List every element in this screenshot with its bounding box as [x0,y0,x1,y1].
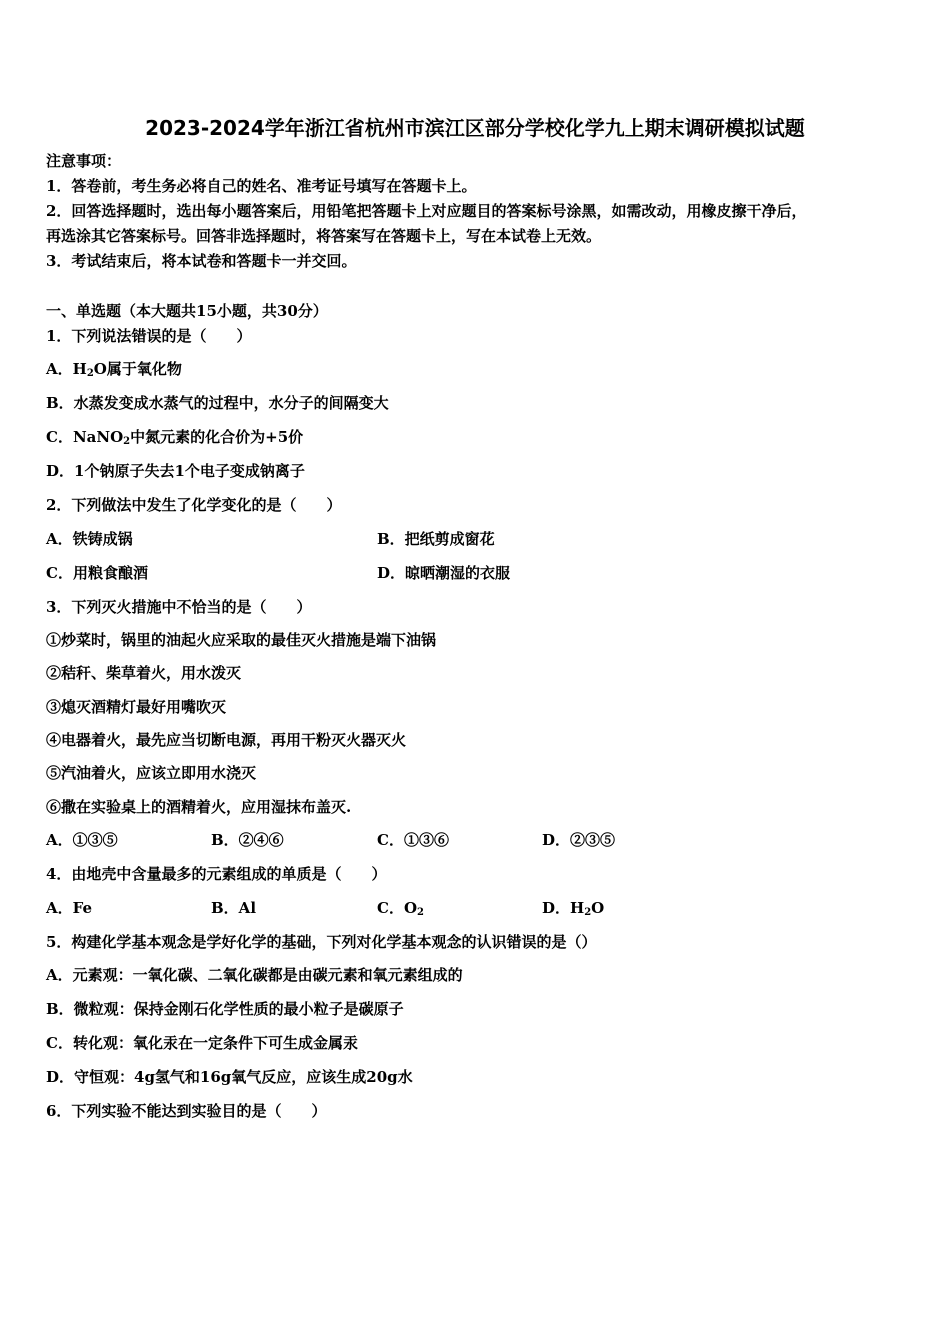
question-3-statement-3: ③熄灭酒精灯最好用嘴吹灭 [46,698,227,716]
question-5-stem: 5．构建化学基本观念是学好化学的基础，下列对化学基本观念的认识错误的是（） [46,933,597,951]
question-6-stem: 6．下列实验不能达到实验目的是（ ） [46,1102,327,1120]
question-3-option-a: A．①③⑤ [46,831,118,849]
exam-title: 2023-2024学年浙江省杭州市滨江区部分学校化学九上期末调研模拟试题 [145,116,805,140]
question-2-stem: 2．下列做法中发生了化学变化的是（ ） [46,496,342,514]
question-3-statement-5: ⑤汽油着火，应该立即用水浇灭 [46,764,257,782]
question-3-option-c: C．①③⑥ [377,831,449,849]
question-5-option-b: B．微粒观：保持金刚石化学性质的最小粒子是碳原子 [46,1000,404,1018]
notice-item-2-cont: 再选涂其它答案标号。回答非选择题时，将答案写在答题卡上，写在本试卷上无效。 [46,227,602,245]
question-3-statement-2: ②秸秆、柴草着火，用水泼灭 [46,664,242,682]
question-1-option-d: D．1个钠原子失去1个电子变成钠离子 [46,462,305,480]
question-1-option-a: A．$H_2O$属于氧化物 [46,360,182,379]
question-4-option-b: B．Al [211,899,257,917]
question-4-stem: 4．由地壳中含量最多的元素组成的单质是（ ） [46,865,387,883]
question-1-stem: 1．下列说法错误的是（ ） [46,327,252,345]
notice-item-2: 2．回答选择题时，选出每小题答案后，用铅笔把答题卡上对应题目的答案标号涂黑，如需改动，用橡皮擦干净后， [46,202,807,220]
section-heading: 一、单选题（本大题共15小题，共30分） [46,302,328,320]
question-3-statement-6: ⑥撒在实验桌上的酒精着火，应用湿抹布盖灭. [46,798,352,816]
question-1-option-c: C．NaNO$_2$中氮元素的化合价为+5价 [46,428,304,447]
question-5-option-d: D．守恒观：4g氢气和16g氧气反应，应该生成20g水 [46,1068,413,1086]
notice-heading: 注意事项： [46,152,122,170]
question-3-statement-4: ④电器着火，最先应当切断电源，再用干粉灭火器灭火 [46,731,407,749]
notice-item-3: 3．考试结束后，将本试卷和答题卡一并交回。 [46,252,357,270]
question-2-option-d: D．晾晒潮湿的衣服 [377,564,511,582]
question-4-option-d: D．$H_2O$ [542,899,605,918]
notice-item-1: 1．答卷前，考生务必将自己的姓名、准考证号填写在答题卡上。 [46,177,477,195]
question-3-option-d: D．②③⑤ [542,831,616,849]
question-5-option-a: A．元素观：一氧化碳、二氧化碳都是由碳元素和氧元素组成的 [46,966,463,984]
question-2-option-b: B．把纸剪成窗花 [377,530,495,548]
question-5-option-c: C．转化观：氧化汞在一定条件下可生成金属汞 [46,1034,358,1052]
question-2-option-a: A．铁铸成锅 [46,530,133,548]
question-2-option-c: C．用粮食酿酒 [46,564,148,582]
question-4-option-a: A．Fe [46,899,93,917]
question-1-option-b: B．水蒸发变成水蒸气的过程中，水分子的间隔变大 [46,394,389,412]
question-3-stem: 3．下列灭火措施中不恰当的是（ ） [46,598,312,616]
question-4-option-c: C．$O_2$ [377,899,424,918]
question-3-statement-1: ①炒菜时，锅里的油起火应采取的最佳灭火措施是端下油锅 [46,631,437,649]
question-3-option-b: B．②④⑥ [211,831,284,849]
